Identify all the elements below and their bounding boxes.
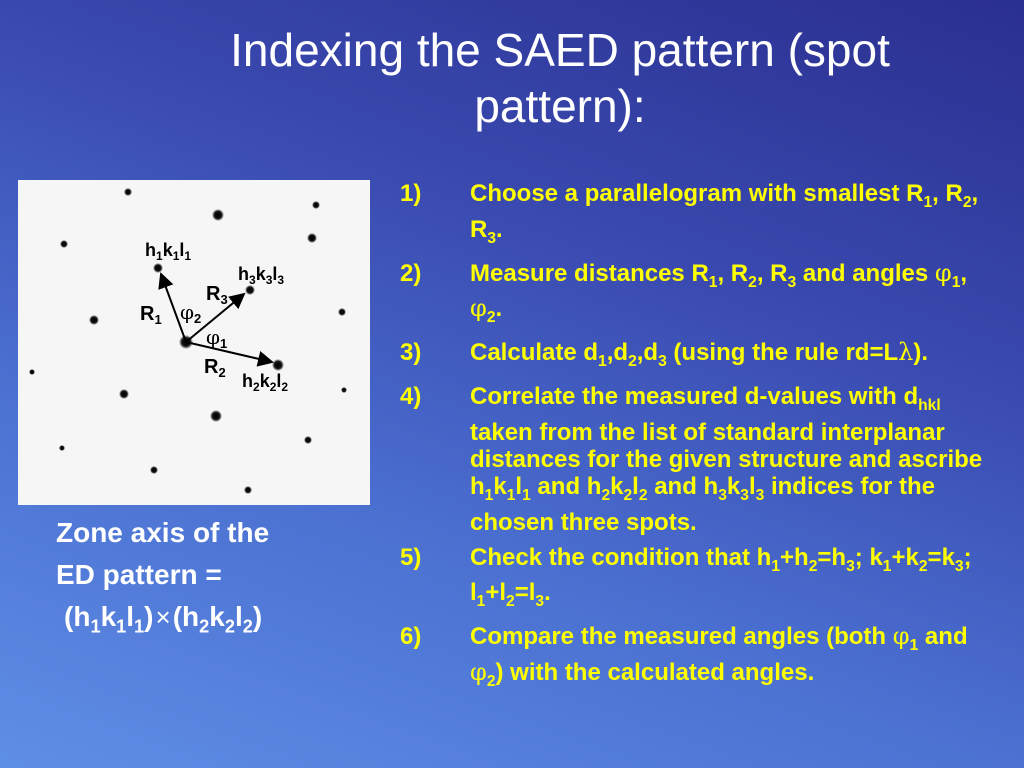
slide-title [120,22,1000,134]
saed-pattern-svg [18,180,370,505]
spot [212,209,224,221]
spot [153,263,163,273]
label-h1k1l1: $h_1k_1l_1$ [145,240,192,263]
spot [150,466,158,474]
zone-axis-text [56,512,356,648]
spot [338,308,346,316]
list-item: 2) Measure distances $R_1$, $R_2$, $R_3$ and angles $\varphi_1$, $\varphi_2$. [400,258,968,327]
spot [29,369,35,375]
list-item: 6) Compare the measured angles (both $\varphi_1$ and $\varphi_2$) with the calculated angles. [400,622,968,690]
spot [244,486,252,494]
spot [304,436,312,444]
list-item: 5) Check the condition that $h_1+h_2=h_3$; $k_1+k_2=k_3$; $l_1+l_2=l_3$. [400,543,972,611]
slide-title-line-2: pattern): [474,80,646,132]
label-phi1: $\varphi_1$ [206,325,228,351]
spot [307,233,317,243]
saed-pattern-figure [18,180,370,505]
spot [60,240,68,248]
list-item: 3) Calculate $d_1,d_2,d_3$ (using the rule rd=Lλ). [400,338,929,370]
label-r1: $R_1$ [140,303,162,327]
spot [312,201,320,209]
label-r2: $R_2$ [204,356,226,380]
zone-axis-line-1: Zone axis of the [56,517,270,548]
slide-title-line-1: Indexing the SAED pattern (spot [230,24,890,76]
spot [59,445,65,451]
list-item: 1) Choose a parallelogram with smallest $R_1$, $R_2$, $R_3$. [400,180,979,247]
r2-vector [186,342,272,362]
spot [89,315,99,325]
spot [341,387,347,393]
label-phi2: $\varphi_2$ [180,300,202,326]
zone-axis-line-2: ED pattern = [56,559,222,590]
spot [124,188,132,196]
label-r3: $R_3$ [206,283,228,307]
list-item: 4) Correlate the measured d-values with $d_{hkl}$ taken from the list of standard interplanar distances for the given structure and ascribe $h_1k_1l_1$ and $h_2k_2l_2$ and $h_3k_3l_3$ indices for the chosen three spots. [400,382,983,536]
spot [210,410,222,422]
label-h2k2l2: $h_2k_2l_2$ [242,371,289,394]
zone-axis-formula: $(h_1k_1l_1)\times(h_2k_2l_2)$ [64,601,263,637]
cross-product-symbol: × [155,602,171,632]
spot [272,359,284,371]
label-h3k3l3: $h_3k_3l_3$ [238,264,285,287]
indexing-steps-list [400,180,1000,703]
spot [119,389,129,399]
